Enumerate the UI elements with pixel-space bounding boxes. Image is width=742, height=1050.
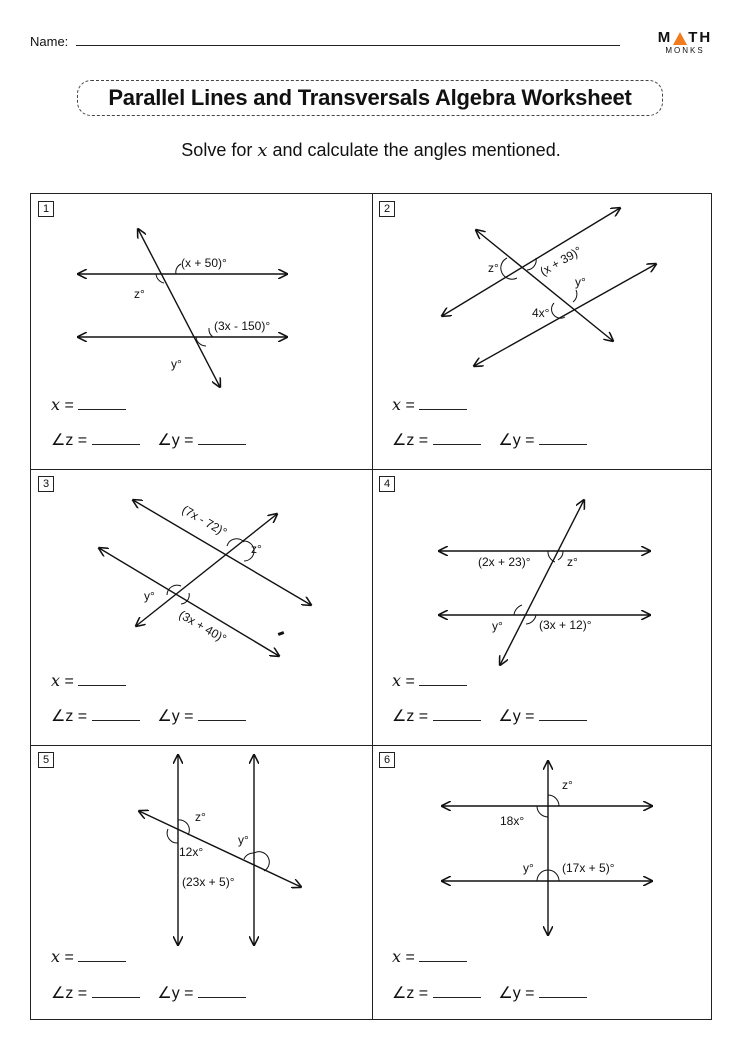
angle-arc (167, 829, 178, 843)
x-answer-blank[interactable] (419, 671, 467, 686)
problem-number: 6 (379, 752, 395, 768)
angle-label: (3x - 150)° (214, 319, 271, 333)
logo-subtext: MONKS (665, 46, 705, 55)
x-answer-blank[interactable] (78, 395, 126, 410)
y-answer-blank[interactable] (539, 430, 587, 445)
logo-text-right: TH (688, 29, 713, 46)
title-box (77, 80, 663, 116)
problem-2-diagram (372, 194, 713, 469)
instructions-before: Solve for (181, 140, 258, 160)
angle-answers: ∠z = ∠y = (392, 706, 587, 726)
problem-2 (372, 194, 713, 469)
x-answer: x = (51, 947, 126, 967)
angle-label: 4x° (532, 306, 550, 320)
angle-arc (209, 328, 213, 337)
angle-label: y° (171, 357, 182, 371)
angle-answers: ∠z = ∠y = (51, 983, 246, 1003)
problem-5-diagram (31, 745, 372, 1020)
parallel-line (133, 500, 311, 605)
angle-label: (7x - 72)° (179, 502, 230, 540)
angle-label: 12x° (179, 845, 204, 859)
z-answer-blank[interactable] (92, 706, 140, 721)
instructions-variable: x (257, 140, 268, 161)
problem-number: 2 (379, 201, 395, 217)
angle-answers: ∠z = ∠y = (392, 983, 587, 1003)
angle-answers: ∠z = ∠y = (51, 430, 246, 450)
math-monks-logo (654, 30, 716, 55)
angle-arc (548, 795, 559, 806)
problem-1 (31, 194, 372, 469)
problem-3 (31, 469, 372, 744)
logo-text-left: M (657, 29, 673, 46)
angle-label: (17x + 5)° (562, 861, 615, 875)
instructions (0, 140, 742, 161)
angle-label: z° (195, 810, 206, 824)
angle-arc (548, 870, 559, 881)
x-answer: x = (392, 671, 467, 691)
angle-label: z° (567, 555, 578, 569)
angle-label: y° (575, 275, 586, 289)
x-answer: x = (392, 395, 467, 415)
transversal-line (476, 230, 613, 341)
x-answer: x = (51, 671, 126, 691)
angle-label: (3x + 12)° (539, 618, 592, 632)
angle-label: z° (251, 542, 262, 556)
name-field[interactable] (76, 45, 620, 46)
x-answer-blank[interactable] (78, 671, 126, 686)
problem-grid (30, 193, 712, 1020)
angle-arc (514, 605, 522, 615)
angle-label: z° (134, 287, 145, 301)
x-answer-blank[interactable] (78, 947, 126, 962)
y-answer-blank[interactable] (198, 983, 246, 998)
angle-arc (558, 551, 563, 560)
problem-4 (372, 469, 713, 744)
name-label: Name: (30, 34, 69, 49)
problem-6-diagram (372, 745, 713, 1020)
worksheet-title: Parallel Lines and Transversals Algebra Worksheet (108, 85, 632, 110)
angle-answers: ∠z = ∠y = (392, 430, 587, 450)
y-answer-blank[interactable] (539, 706, 587, 721)
x-answer-blank[interactable] (419, 395, 467, 410)
problem-3-diagram (31, 469, 372, 744)
angle-label: y° (492, 619, 503, 633)
parallel-line (99, 548, 279, 656)
angle-label: z° (562, 778, 573, 792)
angle-arc (573, 290, 577, 302)
angle-arc (537, 870, 548, 881)
angle-label: (3x + 40)° (176, 607, 229, 646)
angle-label: y° (238, 833, 249, 847)
problem-number: 1 (38, 201, 54, 217)
problem-4-diagram (372, 469, 713, 744)
z-answer-blank[interactable] (433, 430, 481, 445)
problem-number: 5 (38, 752, 54, 768)
instructions-after: and calculate the angles mentioned. (267, 140, 561, 160)
angle-label: (23x + 5)° (182, 875, 235, 889)
z-answer-blank[interactable] (433, 983, 481, 998)
logo-triangle-icon (673, 32, 687, 45)
angle-arc (244, 853, 254, 859)
transversal-line (500, 500, 584, 665)
angle-arc (537, 806, 548, 817)
angle-arc (526, 615, 536, 624)
angle-answers: ∠z = ∠y = (51, 706, 246, 726)
angle-label: (2x + 23)° (478, 555, 531, 569)
angle-label: 18x° (500, 814, 525, 828)
y-answer-blank[interactable] (198, 706, 246, 721)
x-answer: x = (51, 395, 126, 415)
y-answer-blank[interactable] (198, 430, 246, 445)
problem-1-diagram (31, 194, 372, 469)
angle-label: z° (488, 261, 499, 275)
angle-label: y° (523, 861, 534, 875)
transversal-line (136, 514, 277, 626)
problem-6 (372, 745, 713, 1020)
problem-5 (31, 745, 372, 1020)
angle-label: y° (144, 589, 155, 603)
x-answer: x = (392, 947, 467, 967)
z-answer-blank[interactable] (92, 430, 140, 445)
angle-label: (x + 39)° (537, 243, 585, 279)
problem-number: 3 (38, 476, 54, 492)
angle-label: (x + 50)° (181, 256, 227, 270)
z-answer-blank[interactable] (92, 983, 140, 998)
y-answer-blank[interactable] (539, 983, 587, 998)
problem-number: 4 (379, 476, 395, 492)
x-answer-blank[interactable] (419, 947, 467, 962)
z-answer-blank[interactable] (433, 706, 481, 721)
